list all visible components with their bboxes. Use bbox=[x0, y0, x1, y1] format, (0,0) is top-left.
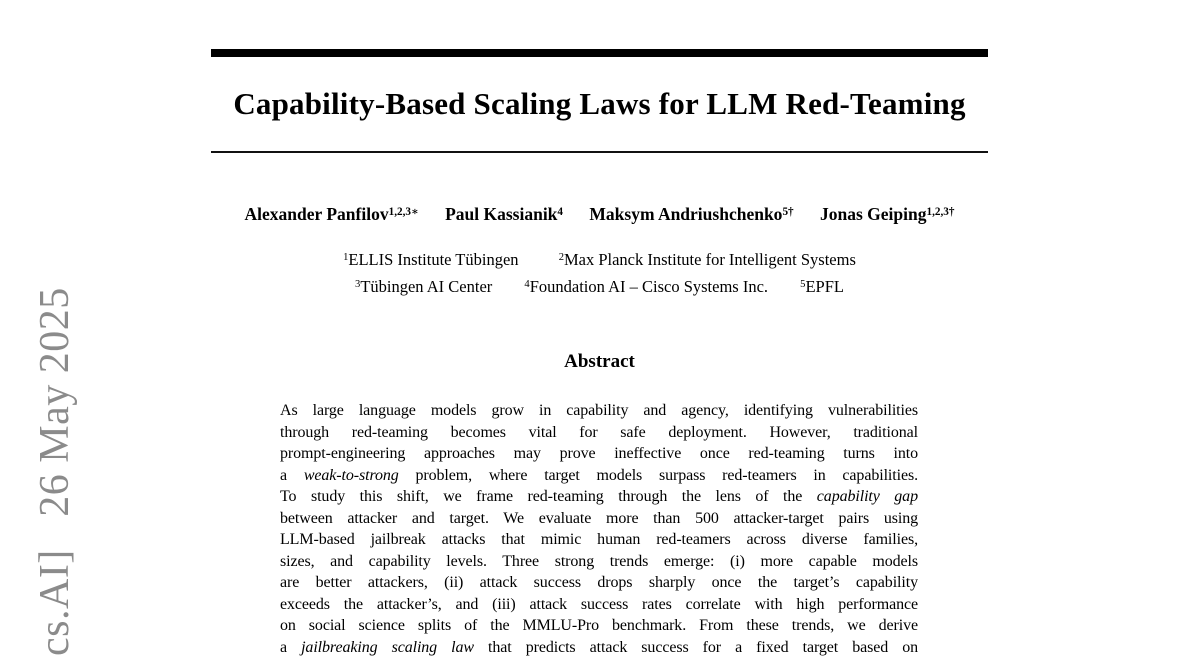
abstract-heading: Abstract bbox=[211, 351, 988, 373]
abstract-text: on social science splits of the MMLU-Pro benchmark. From these trends, we derive bbox=[280, 617, 918, 634]
abstract-text: sizes, and capability levels. Three strong trends emerge: (i) more capable models bbox=[280, 553, 918, 570]
abstract-text: As large language models grow in capability and agency, identifying vulnerabilities bbox=[280, 402, 918, 419]
author-superscript: 4 bbox=[557, 206, 563, 218]
abstract-text: that predicts attack success for a fixed target based on bbox=[474, 639, 918, 656]
abstract-text: problem, where target models surpass red-teamers in capabilities. bbox=[399, 467, 918, 484]
abstract-line bbox=[280, 615, 918, 637]
affiliation bbox=[343, 248, 518, 275]
affiliation-name: Max Planck Institute for Intelligent Systems bbox=[564, 250, 856, 269]
abstract-line bbox=[280, 572, 918, 594]
abstract-line bbox=[280, 465, 918, 487]
abstract-line bbox=[280, 422, 918, 444]
affiliation-superscript: 1 bbox=[343, 252, 348, 263]
author-superscript: 5† bbox=[782, 206, 793, 218]
affiliation-superscript: 2 bbox=[559, 252, 564, 263]
affiliation-line bbox=[211, 248, 988, 275]
affiliation-superscript: 5 bbox=[800, 279, 805, 290]
abstract-text: a bbox=[280, 639, 301, 656]
abstract-text: exceeds the attacker’s, and (iii) attack success rates correlate with high performance bbox=[280, 596, 918, 613]
affiliation bbox=[800, 275, 844, 302]
affiliation-name: EPFL bbox=[805, 277, 844, 296]
abstract-text: a bbox=[280, 467, 304, 484]
abstract-text: To study this shift, we frame red-teaming through the lens of the bbox=[280, 488, 817, 505]
affiliation-superscript: 3 bbox=[355, 279, 360, 290]
affiliation-name: Tübingen AI Center bbox=[360, 277, 492, 296]
affiliation bbox=[559, 248, 856, 275]
abstract-text: are better attackers, (ii) attack success drops sharply once the target’s capability bbox=[280, 574, 918, 591]
affiliation bbox=[355, 275, 492, 302]
affiliation-name: Foundation AI – Cisco Systems Inc. bbox=[530, 277, 768, 296]
affiliation bbox=[524, 275, 768, 302]
abstract-line bbox=[280, 400, 918, 422]
arxiv-watermark: cs.AI] 26 May 2025 bbox=[30, 287, 80, 656]
abstract-line bbox=[280, 594, 918, 616]
abstract-text: between attacker and target. We evaluate more than 500 attacker-target pairs using bbox=[280, 510, 918, 527]
abstract-italic-text: capability gap bbox=[817, 488, 918, 505]
author-name: Maksym Andriushchenko bbox=[589, 204, 782, 224]
affiliations bbox=[211, 248, 988, 301]
author-superscript: 1,2,3† bbox=[927, 206, 955, 218]
author bbox=[589, 204, 793, 225]
affiliation-superscript: 4 bbox=[524, 279, 529, 290]
title-bottom-rule bbox=[211, 151, 988, 153]
abstract-line bbox=[280, 508, 918, 530]
paper-title: Capability-Based Scaling Laws for LLM Red-Teaming bbox=[211, 86, 988, 122]
affiliation-name: ELLIS Institute Tübingen bbox=[348, 250, 518, 269]
abstract-line bbox=[280, 637, 918, 658]
abstract-body bbox=[280, 400, 918, 658]
author-name: Jonas Geiping bbox=[820, 204, 927, 224]
author-name: Paul Kassianik bbox=[445, 204, 557, 224]
abstract-line bbox=[280, 529, 918, 551]
abstract-italic-text: jailbreaking scaling law bbox=[301, 639, 474, 656]
abstract-text: LLM-based jailbreak attacks that mimic human red-teamers across diverse families, bbox=[280, 531, 918, 548]
author bbox=[445, 204, 563, 225]
authors-row bbox=[171, 204, 1028, 225]
author bbox=[245, 204, 419, 225]
author-superscript: 1,2,3∗ bbox=[389, 206, 419, 218]
author bbox=[820, 204, 954, 225]
abstract-text: through red-teaming becomes vital for safe deployment. However, traditional bbox=[280, 424, 918, 441]
author-name: Alexander Panfilov bbox=[245, 204, 389, 224]
abstract-line bbox=[280, 551, 918, 573]
affiliation-line bbox=[211, 275, 988, 302]
abstract-line bbox=[280, 486, 918, 508]
abstract-italic-text: weak-to-strong bbox=[304, 467, 399, 484]
top-thick-rule bbox=[211, 49, 988, 57]
abstract-line bbox=[280, 443, 918, 465]
abstract-text: prompt-engineering approaches may prove ineffective once red-teaming turns into bbox=[280, 445, 918, 462]
